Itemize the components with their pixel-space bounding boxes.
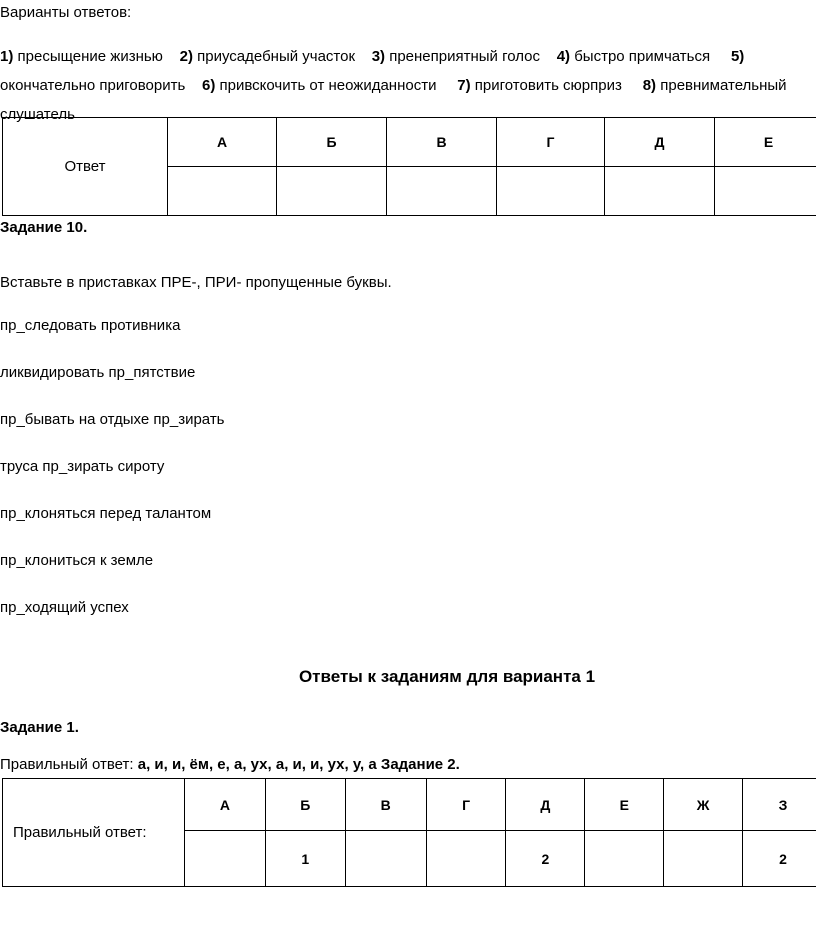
answer-table-2-label: Правильный ответ: bbox=[3, 779, 185, 887]
answers-section-title: Ответы к заданиям для варианта 1 bbox=[298, 667, 596, 686]
table-answer-cell[interactable] bbox=[497, 167, 605, 216]
table-header-cell: А bbox=[184, 779, 265, 831]
table-header-cell: Е bbox=[715, 118, 816, 167]
table-header-cell: В bbox=[345, 779, 426, 831]
task-10-item: пр_бывать на отдыхе пр_зирать bbox=[0, 411, 225, 428]
task-10-item: пр_ходящий успех bbox=[0, 599, 129, 616]
option-item: 5) окончательно приговорить bbox=[0, 48, 745, 94]
correct-answer-label: Правильный ответ: bbox=[0, 756, 138, 773]
answer-table-1 bbox=[2, 117, 816, 216]
table-header-cell: Ж bbox=[664, 779, 743, 831]
table-answer-cell[interactable] bbox=[715, 167, 816, 216]
task-10-item: пр_клониться к земле bbox=[0, 552, 154, 569]
table-answer-cell: 2 bbox=[506, 831, 585, 887]
option-item: 1) пресыщение жизнью bbox=[0, 48, 163, 65]
option-item: 2) приусадебный участок bbox=[179, 48, 356, 65]
table-answer-cell[interactable] bbox=[168, 167, 277, 216]
option-item: 6) привскочить от неожиданности bbox=[201, 77, 437, 94]
task-1-correct-answer bbox=[0, 756, 460, 773]
task-10-instruction: Вставьте в приставках ПРЕ-, ПРИ- пропущенные буквы. bbox=[0, 274, 392, 291]
table-answer-cell bbox=[345, 831, 426, 887]
task-2-title: Задание 2. bbox=[376, 756, 460, 773]
table-header-cell: Г bbox=[497, 118, 605, 167]
table-answer-cell: 2 bbox=[743, 831, 816, 887]
table-answer-cell: 1 bbox=[265, 831, 345, 887]
task-10-item: пр_клоняться перед талантом bbox=[0, 505, 212, 522]
answer-options-heading: Варианты ответов: bbox=[0, 4, 132, 21]
answer-options-list bbox=[0, 42, 812, 129]
answer-table-2 bbox=[2, 778, 816, 887]
table-header-cell: Д bbox=[506, 779, 585, 831]
table-header-cell: Б bbox=[277, 118, 387, 167]
table-header-cell: Г bbox=[426, 779, 506, 831]
table-answer-cell[interactable] bbox=[605, 167, 715, 216]
table-header-cell: Д bbox=[605, 118, 715, 167]
table-header-cell: З bbox=[743, 779, 816, 831]
table-answer-cell bbox=[664, 831, 743, 887]
task-10-item: труса пр_зирать сироту bbox=[0, 458, 165, 475]
table-answer-cell bbox=[184, 831, 265, 887]
option-item: 8) превнимательный слушатель bbox=[0, 77, 787, 123]
table-header-cell: Б bbox=[265, 779, 345, 831]
option-item: 7) приготовить сюрприз bbox=[457, 77, 622, 94]
correct-answer-value: а, и, и, ём, е, а, ух, а, и, и, ух, у, а bbox=[137, 756, 377, 773]
table-header-cell: А bbox=[168, 118, 277, 167]
task-10-item: ликвидировать пр_пятствие bbox=[0, 364, 196, 381]
answer-table-1-label: Ответ bbox=[3, 118, 168, 216]
task-10-title: Задание 10. bbox=[0, 219, 88, 236]
table-header-cell: Е bbox=[585, 779, 664, 831]
table-answer-cell bbox=[585, 831, 664, 887]
table-answer-cell[interactable] bbox=[387, 167, 497, 216]
task-10-item: пр_следовать противника bbox=[0, 317, 181, 334]
option-item: 3) пренеприятный голос bbox=[371, 48, 541, 65]
task-1-title: Задание 1. bbox=[0, 719, 79, 736]
table-header-cell: В bbox=[387, 118, 497, 167]
table-answer-cell[interactable] bbox=[277, 167, 387, 216]
table-answer-cell bbox=[426, 831, 506, 887]
option-item: 4) быстро примчаться bbox=[556, 48, 711, 65]
